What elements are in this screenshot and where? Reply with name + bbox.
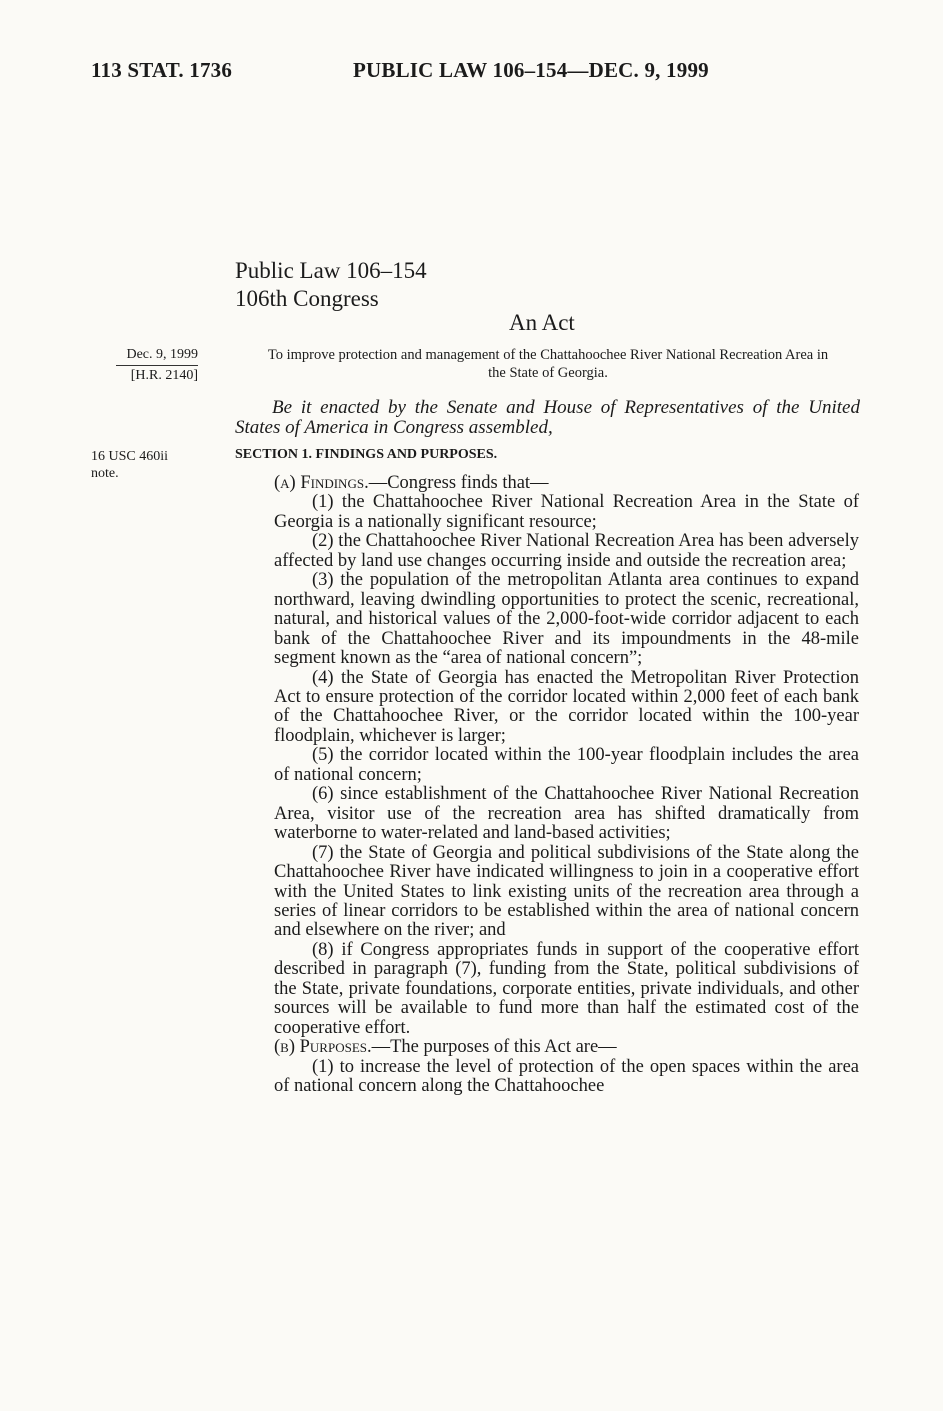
act-body: [274, 474, 859, 1097]
finding-paragraph: (2) the Chattahoochee River National Recreation Area has been adversely affected by land use changes occurring inside and outside the recreation area;: [274, 531, 859, 571]
purposes-lead: .—The purposes of this Act are—: [366, 1037, 617, 1058]
finding-paragraph: (5) the corridor located within the 100-year floodplain includes the area of national concern;: [274, 745, 859, 785]
enacting-clause: Be it enacted by the Senate and House of Representatives of the United States of America in Congress assembled,: [235, 397, 860, 438]
finding-paragraph: (1) the Chattahoochee River National Recreation Area in the State of Georgia is a nationally significant resource;: [274, 492, 859, 532]
congress-number: 106th Congress: [235, 286, 379, 311]
finding-paragraph: (3) the population of the metropolitan Atlanta area continues to expand northward, leaving dwindling opportunities to protect the scenic, recreational, natural, and historical values of the 2,000-foot-wide corridor adjacent to each bank of the Chattahoochee River and its impoundments in the 48-mile segment known as the “area of national concern”;: [274, 570, 859, 669]
law-number: Public Law 106–154: [235, 258, 427, 283]
findings-lead: .—Congress finds that—: [364, 473, 549, 493]
usc-citation: 16 USC 460ii: [91, 449, 169, 464]
purposes-label: (b) Purposes: [274, 1037, 367, 1058]
margin-date-block: [116, 346, 198, 385]
findings-subsection: [274, 474, 859, 493]
section-heading: SECTION 1. FINDINGS AND PURPOSES.: [235, 447, 498, 462]
margin-citation: [91, 448, 168, 482]
margin-divider: [116, 365, 198, 366]
finding-paragraph: (4) the State of Georgia has enacted the Metropolitan River Protection Act to ensure protection of the corridor located within 2,000 feet of each bank of the Chattahoochee River, or the corridor located within the 100-year floodplain, whichever is larger;: [274, 667, 859, 746]
finding-paragraph: (6) since establishment of the Chattahoochee River National Recreation Area, visitor use of the recreation area has shifted dramatically from waterborne to water-related and land-based activities;: [274, 784, 859, 844]
enactment-date: Dec. 9, 1999: [126, 347, 198, 362]
finding-paragraph: (7) the State of Georgia and political subdivisions of the State along the Chattahoochee River have indicated willingness to join in a cooperative effort with the United States to link existing units of the recreation area through a series of linear corridors to be established within the area of national concern and elsewhere on the river; and: [274, 842, 859, 941]
purpose-paragraph: (1) to increase the level of protection of the open spaces within the area of national concern along the Chattahoochee: [274, 1056, 859, 1097]
public-law-header: PUBLIC LAW 106–154—DEC. 9, 1999: [353, 58, 709, 82]
finding-paragraph: (8) if Congress appropriates funds in support of the cooperative effort described in paragraph (7), funding from the State, political subdivisions of the State, private foundations, corporate entities, private individuals, and other sources will be available to fund more than half the estimated cost of the cooperative effort.: [274, 939, 859, 1038]
page-stat-header: 113 STAT. 1736: [91, 58, 233, 82]
act-purpose: To improve protection and management of the Chattahoochee River National Recreation Area in the State of Georgia.: [267, 347, 829, 381]
an-act-heading: An Act: [509, 310, 575, 335]
bill-number: [H.R. 2140]: [130, 368, 198, 383]
law-title-block: [235, 257, 427, 313]
findings-label: (a) Findings: [274, 473, 365, 493]
purposes-subsection: [274, 1038, 859, 1057]
usc-citation-note: note.: [91, 466, 119, 481]
